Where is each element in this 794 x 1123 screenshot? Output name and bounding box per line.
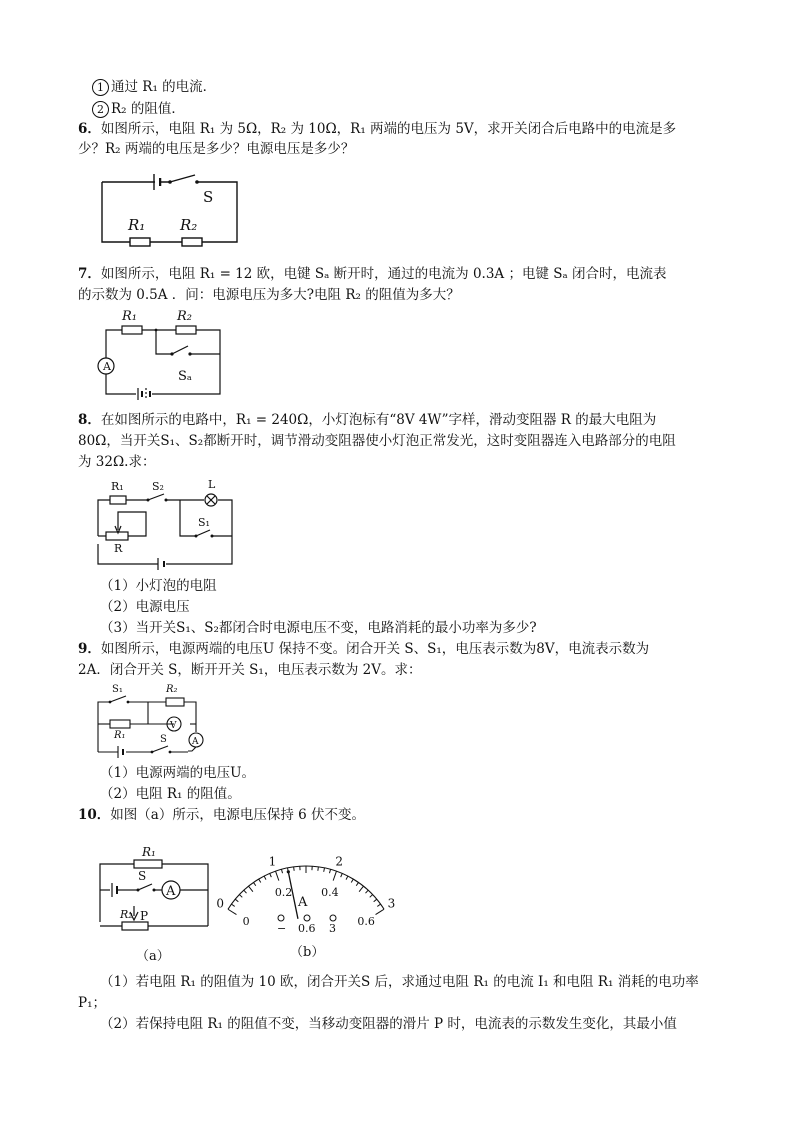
- lamp-label: L: [208, 478, 216, 491]
- meter-inner-scale-label: 0.2: [274, 885, 293, 899]
- q10-line-1: 10．如图（a）所示，电源电压保持 6 伏不变。: [78, 807, 366, 823]
- meter-tick: [365, 890, 368, 893]
- q8-line-1: 8．在如图所示的电路中，R₁ = 240Ω，小灯泡标有“8V 4W”字样，滑动变阻器 R 的最大电阻为: [78, 412, 657, 428]
- switch-label: S: [138, 869, 147, 883]
- q10-ammeter-dial-b: [218, 832, 394, 964]
- terminal-0.6: [304, 915, 310, 921]
- meter-tick: [376, 909, 384, 914]
- q6-circuit-diagram: [100, 170, 240, 246]
- meter-tick: [329, 869, 330, 873]
- r2-label: R₂: [180, 216, 198, 234]
- meter-tick: [264, 876, 266, 880]
- q10-sub-2-line-1: （2）若保持电阻 R₁ 的阻值不变，当移动变阻器的滑片 P 时，电流表的示数发生变化，其最小值: [100, 1016, 677, 1032]
- meter-outer-scale-label: 3: [387, 896, 396, 911]
- q9-line-2: 2A．闭合开关 S，断开开关 S₁，电压表示数为 2V。求：: [78, 662, 422, 678]
- q7-circuit-diagram: [94, 308, 224, 400]
- meter-unit-label: A: [298, 895, 308, 910]
- meter-tick: [318, 867, 319, 871]
- meter-tick: [374, 899, 377, 902]
- q9-line-1: 9．如图所示，电源两端的电压U 保持不变。闭合开关 S、S₁，电压表示数为8V，电流表示数为: [78, 641, 650, 657]
- question-number: 8．: [78, 412, 101, 428]
- rheostat-label: R: [114, 542, 123, 555]
- meter-tick: [341, 873, 343, 877]
- meter-needle-tip: [287, 870, 290, 873]
- r1-label: R₁: [111, 480, 124, 493]
- s1-label: S₁: [198, 516, 210, 529]
- question-number: 10．: [78, 807, 111, 823]
- meter-outer-scale-label: 2: [335, 854, 344, 869]
- switch-label: S: [160, 734, 167, 745]
- terminal-label-0.6: 0.6: [298, 922, 316, 935]
- q9-sub-1: （1）电源两端的电压U。: [100, 765, 255, 781]
- ammeter-label: A: [192, 737, 199, 747]
- meter-tick: [356, 882, 358, 885]
- terminal-negative: [278, 915, 284, 921]
- q9-sub-2: （2）电阻 R₁ 的阻值。: [100, 786, 241, 802]
- q5-item-2: 2 R₂ 的阻值．: [92, 99, 185, 119]
- ammeter-label: A: [103, 360, 111, 373]
- q5-item-1: 1 通过 R₁ 的电流．: [92, 77, 216, 97]
- q6-line-1: 6．如图所示，电阻 R₁ 为 5Ω，R₂ 为 10Ω，R₁ 两端的电压为 5V，求开关闭合后电路中的电流是多: [78, 121, 677, 137]
- meter-tick: [294, 867, 295, 871]
- q10-circuit-diagram-a: [98, 840, 212, 964]
- question-number: 9．: [78, 641, 101, 657]
- q8-line-2: 80Ω，当开关S₁、S₂都断开时，调节滑动变阻器使小灯泡正常发光，这时变阻器连入电路部分的电阻: [78, 433, 676, 449]
- meter-tick: [270, 873, 272, 877]
- meter-tick: [324, 868, 325, 872]
- meter-tick: [333, 871, 336, 880]
- q9-circuit-diagram: [96, 680, 214, 758]
- meter-tick: [235, 899, 238, 902]
- item-marker: 1: [92, 79, 109, 96]
- switch-label: S: [203, 188, 214, 206]
- q6-line-2: 少？R₂ 两端的电压是多少？电源电压是多少？: [78, 141, 355, 157]
- meter-tick: [253, 882, 255, 885]
- q10-sub-1-line-2: P₁；: [78, 995, 106, 1011]
- q10-sub-1-line-1: （1）若电阻 R₁ 的阻值为 10 欧，闭合开关S 后，求通过电阻 R₁ 的电流 I₁ 和电阻 R₁ 消耗的电功率: [100, 974, 699, 990]
- terminal-3: [330, 915, 336, 921]
- meter-tick: [351, 879, 353, 882]
- meter-tick: [281, 869, 282, 873]
- caption-b: （b）: [290, 945, 325, 960]
- meter-tick: [239, 895, 242, 898]
- slider-label: P: [140, 909, 149, 923]
- q8-sub-3: （3）当开关S₁、S₂都闭合时电源电压不变，电路消耗的最小功率为多少?: [100, 620, 537, 636]
- s2-label: S₂: [152, 480, 164, 493]
- switch-label: Sₐ: [178, 369, 192, 384]
- terminal-label-negative: −: [277, 922, 287, 935]
- item-marker: 2: [92, 101, 109, 118]
- meter-inner-scale-label: 0.4: [321, 885, 339, 899]
- meter-tick: [346, 876, 348, 880]
- meter-tick: [228, 909, 236, 914]
- meter-inner-scale-label: 0: [242, 914, 250, 928]
- meter-tick: [249, 886, 253, 891]
- terminal-label-3: 3: [329, 922, 336, 935]
- meter-tick: [244, 890, 247, 893]
- question-number: 6．: [78, 121, 101, 137]
- meter-tick: [370, 895, 373, 898]
- ammeter-label: A: [166, 884, 176, 899]
- meter-tick: [377, 904, 380, 906]
- q8-sub-2: （2）电源电压: [100, 599, 190, 615]
- caption-a: （a）: [136, 949, 170, 964]
- meter-tick: [359, 886, 363, 891]
- meter-tick: [259, 879, 261, 882]
- question-number: 7．: [78, 266, 101, 282]
- meter-outer-scale-label: 1: [268, 854, 277, 869]
- r2-label: R₂: [120, 908, 133, 921]
- s1-label: S₁: [112, 684, 123, 695]
- r1-label: R₁: [122, 309, 137, 324]
- q8-sub-1: （1）小灯泡的电阻: [100, 578, 217, 594]
- q7-line-2: 的示数为 0.5A ．问：电源电压为多大?电阻 R₂ 的阻值为多大？: [78, 287, 460, 303]
- q8-circuit-diagram: [96, 476, 236, 568]
- meter-inner-scale-label: 0.6: [357, 914, 375, 928]
- meter-tick: [231, 904, 234, 906]
- q8-line-3: 为 32Ω.求：: [78, 454, 156, 470]
- voltmeter-label: V: [170, 721, 177, 731]
- r1-label: R₁: [142, 845, 156, 859]
- q7-line-1: 7．如图所示，电阻 R₁ = 12 欧，电键 Sₐ 断开时，通过的电流为 0.3A ；电键 Sₐ 闭合时，电流表: [78, 266, 667, 282]
- meter-tick: [276, 871, 279, 880]
- r1-label: R₁: [114, 730, 126, 741]
- r2-label: R₂: [177, 309, 192, 324]
- r2-label: R₂: [166, 684, 178, 695]
- meter-outer-scale-label: 0: [216, 896, 224, 911]
- r1-label: R₁: [128, 216, 146, 234]
